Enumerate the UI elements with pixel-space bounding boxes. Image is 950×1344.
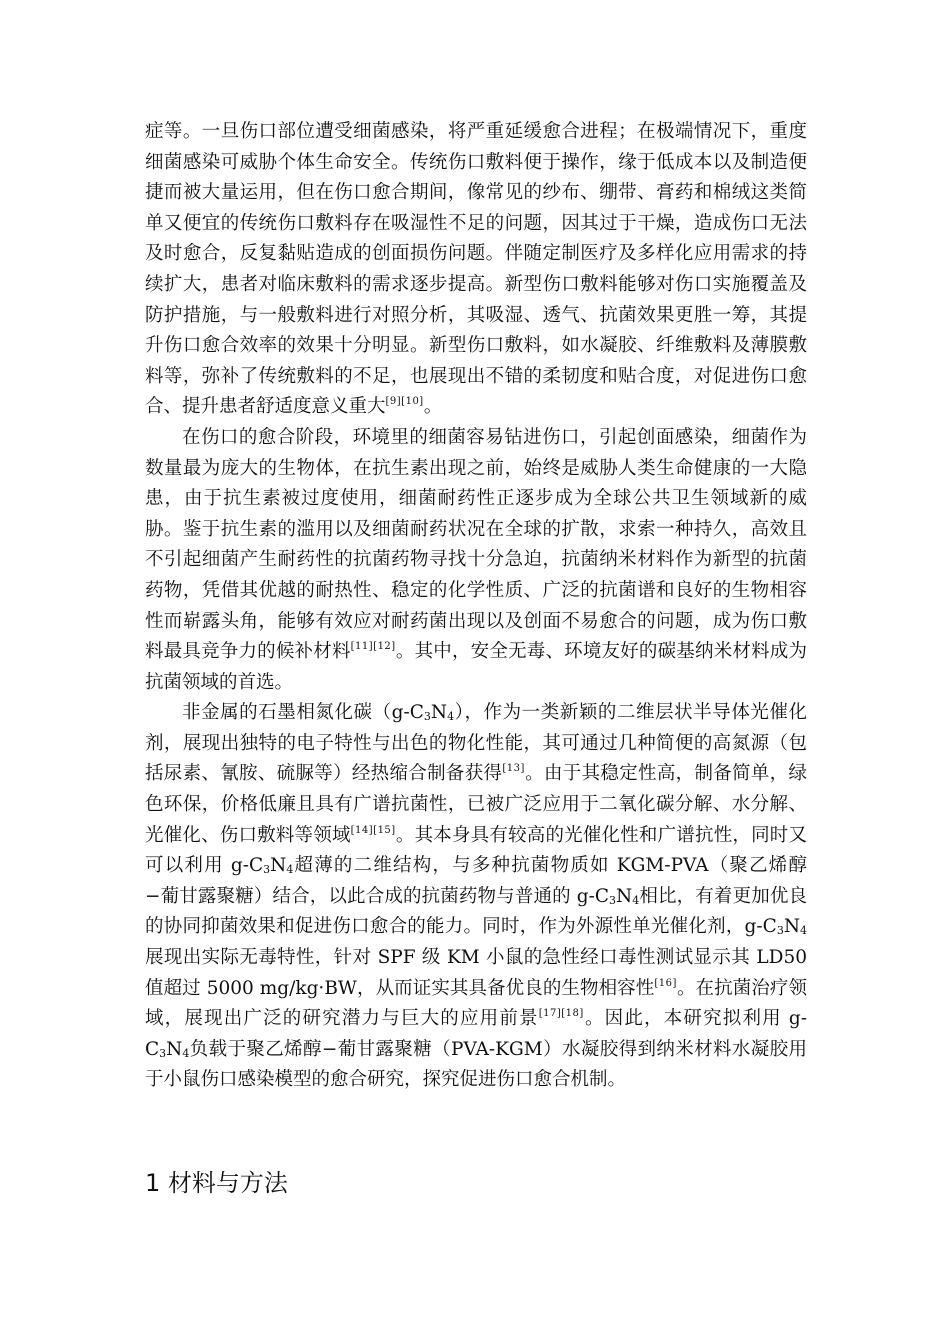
text-run: N — [616, 885, 633, 907]
text-run: 。由于其稳定性高，制备简单，绿色环保，价格低廉且具有广谱抗菌性，已被广泛应用于二氧化碳分解、水分解、光催化、伤口敷料等领域 — [145, 763, 807, 846]
text-run: 在伤口的愈合阶段，环境里的细菌容易钻进伤口，引起创面感染，细菌作为数量最为庞大的生物体，在抗生素出现之前，始终是威胁人类生命健康的一大隐患，由于抗生素被过度使用，细菌耐药性正逐步成为全球公共卫生领域新的威胁。鉴于抗生素的滥用以及细菌耐药状况在全球的扩散，求索一种持久，高效且不引起细菌产生耐药性的抗菌药物寻找十分急迫，抗菌纳米材料作为新型的抗菌药物，凭借其优越的耐热性、稳定的化学性质、广泛的抗菌谱和良好的生物相容性而崭露头角，能够有效应对耐药菌出现以及创面不易愈合的问题，成为伤口敷料最具竞争力的候补材料 — [145, 426, 807, 663]
citation-ref: [11][12] — [350, 641, 396, 653]
citation-ref: [13] — [502, 763, 525, 775]
text-run: N — [270, 855, 287, 877]
subscript: 4 — [182, 1046, 190, 1060]
text-run: 。在抗菌治疗领域，展现出广泛的研究潜力与巨大的应用前景 — [145, 977, 807, 1030]
subscript: 3 — [609, 893, 617, 907]
text-run: 非金属的石墨相氮化碳（g-C — [182, 702, 424, 724]
subscript: 3 — [263, 863, 271, 877]
text-run: 。其本身具有较高的光催化性和广谱抗性，同时又可以利用 g-C — [145, 824, 807, 877]
text-run: 。 — [423, 396, 443, 418]
text-run: N — [166, 1038, 183, 1060]
subscript: 3 — [776, 924, 784, 938]
text-run: 超薄的二维结构，与多种抗菌物质如 KGM-PVA（聚乙烯醇−葡甘露聚糖）结合，以此合成的抗菌药物与普通的 g-C — [145, 855, 807, 907]
citation-ref: [17][18] — [538, 1008, 584, 1020]
text-run: 展现出实际无毒特性，针对 SPF 级 KM 小鼠的急性经口毒性测试显示其 LD50 值超过 5000 mg/kg·BW，从而证实其具备优良的生物相容性 — [145, 947, 807, 999]
subscript: 3 — [159, 1046, 167, 1060]
text-run: 负载于聚乙烯醇−葡甘露聚糖（PVA-KGM）水凝胶得到纳米材料水凝胶用于小鼠伤口感染模型的愈合研究，探究促进伤口愈合机制。 — [145, 1038, 807, 1091]
subscript: 3 — [423, 710, 431, 724]
subscript: 4 — [632, 893, 640, 907]
citation-ref: [9][10] — [385, 396, 424, 408]
citation-ref: [16] — [654, 977, 677, 989]
citation-ref: [14][15] — [350, 824, 396, 836]
subscript: 4 — [447, 710, 455, 724]
subscript: 4 — [800, 924, 807, 938]
paragraph-g-c3n4 — [145, 698, 807, 1096]
section-heading: 1 材料与方法 — [145, 1169, 288, 1197]
text-run: N — [783, 916, 800, 938]
paragraph-bacterial-resistance — [145, 423, 807, 698]
subscript: 4 — [286, 863, 294, 877]
text-run: 。其中，安全无毒、环境友好的碳基纳米材料成为抗菌领域的首选。 — [145, 641, 807, 693]
body-text — [145, 117, 807, 1096]
text-run: ），作为一类新颖的二维层状半导体光催化剂，展现出独特的电子特性与出色的物化性能，其可通过几种简便的高氮源（包括尿素、氰胺、硫脲等）经热缩合制备获得 — [145, 702, 807, 785]
text-run: N — [430, 702, 448, 724]
paragraph-dressing-background — [145, 117, 807, 423]
text-run: 相比，有着更加优良的协同抑菌效果和促进伤口愈合的能力。同时，作为外源性单光催化剂，g-C — [145, 885, 807, 938]
text-run: 。因此，本研究拟利用 g-C — [145, 1008, 807, 1060]
text-run: 症等。一旦伤口部位遭受细菌感染，将严重延缓愈合进程；在极端情况下，重度细菌感染可威胁个体生命安全。传统伤口敷料便于操作，缘于低成本以及制造便捷而被大量运用，但在伤口愈合期间，像常见的纱布、绷带、膏药和棉绒这类简单又便宜的传统伤口敷料存在吸湿性不足的问题，因其过于干燥，造成伤口无法及时愈合，反复黏贴造成的创面损伤问题。伴随定制医疗及多样化应用需求的持续扩大，患者对临床敷料的需求逐步提高。新型伤口敷料能够对伤口实施覆盖及防护措施，与一般敷料进行对照分析，其吸湿、透气、抗菌效果更胜一筹，其提升伤口愈合效率的效果十分明显。新型伤口敷料，如水凝胶、纤维敷料及薄膜敷料等，弥补了传统敷料的不足，也展现出不错的柔韧度和贴合度，对促进伤口愈合、提升患者舒适度意义重大 — [145, 121, 807, 418]
